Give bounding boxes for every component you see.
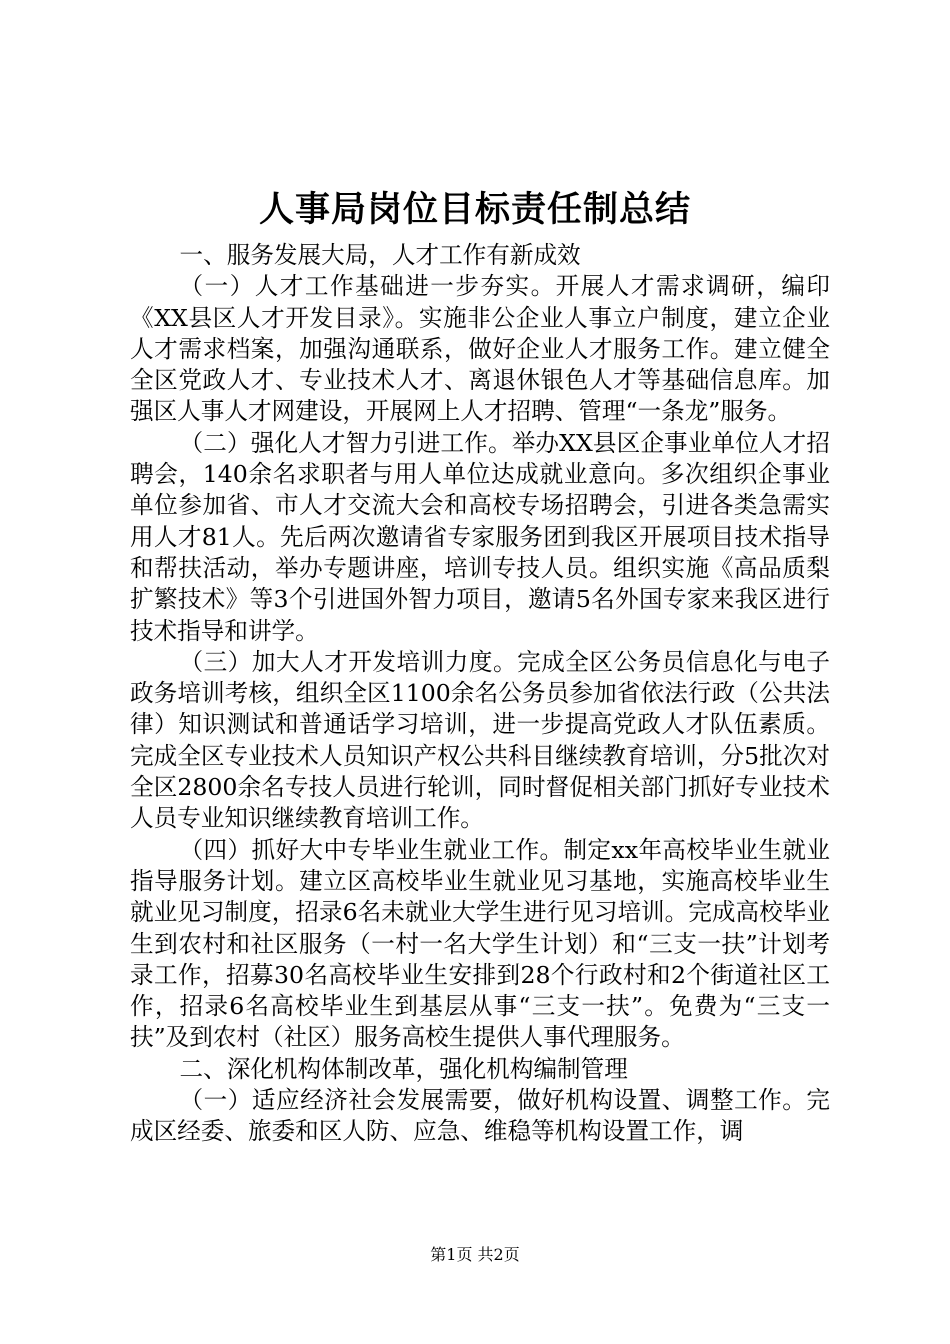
paragraph-talent-training: （三）加大人才开发培训力度。完成全区公务员信息化与电子政务培训考核，组织全区1100余名公务员参加省依法行政（公共法律）知识测试和普通话学习培训，进一步提高党政人才队伍素质。完成全区专业技术人员知识产权公共科目继续教育培训，分5批次对全区2800余名专技人员进行轮训，同时督促相关部门抓好专业技术人员专业知识继续教育培训工作。 — [130, 647, 830, 833]
section-heading-2: 二、深化机构体制改革，强化机构编制管理 — [179, 1054, 628, 1083]
section-heading-1: 一、服务发展大局，人才工作有新成效 — [179, 241, 581, 269]
paragraph-graduate-employment: （四）抓好大中专毕业生就业工作。制定xx年高校毕业生就业指导服务计划。建立区高校毕业生就业见习基地，实施高校毕业生就业见习制度，招录6名未就业大学生进行见习培训。完成高校毕业生到农村和社区服务（一村一名大学生计划）和“三支一扶”计划考录工作，招募30名高校毕业生安排到28个行政村和2个街道社区工作，招录6名高校毕业生到基层从事“三支一扶”。免费为“三支一扶”及到农村（社区）服务高校生提供人事代理服务。 — [130, 835, 830, 1052]
document-body — [130, 240, 830, 1148]
page-footer: 第1页 共2页 — [430, 1245, 520, 1264]
document-title: 人事局岗位目标责任制总结 — [258, 190, 691, 230]
paragraph-institution-setup: （一）适应经济社会发展需要，做好机构设置、调整工作。完成区经委、旅委和区人防、应急、维稳等机构设置工作，调 — [130, 1086, 830, 1146]
paragraph-talent-introduction: （二）强化人才智力引进工作。举办XX县区企事业单位人才招聘会，140余名求职者与用人单位达成就业意向。多次组织企事业单位参加省、市人才交流大会和高校专场招聘会，引进各类急需实用人才81人。先后两次邀请省专家服务团到我区开展项目技术指导和帮扶活动，举办专题讲座，培训专技人员。组织实施《高品质梨扩繁技术》等3个引进国外智力项目，邀请5名外国专家来我区进行技术指导和讲学。 — [130, 428, 830, 645]
paragraph-talent-foundation: （一）人才工作基础进一步夯实。开展人才需求调研，编印《XX县区人才开发目录》。实施非公企业人事立户制度，建立企业人才需求档案，加强沟通联系，做好企业人才服务工作。建立健全全区党政人才、专业技术人才、离退休银色人才等基础信息库。加强区人事人才网建设，开展网上人才招聘、管理“一条龙”服务。 — [130, 272, 830, 426]
